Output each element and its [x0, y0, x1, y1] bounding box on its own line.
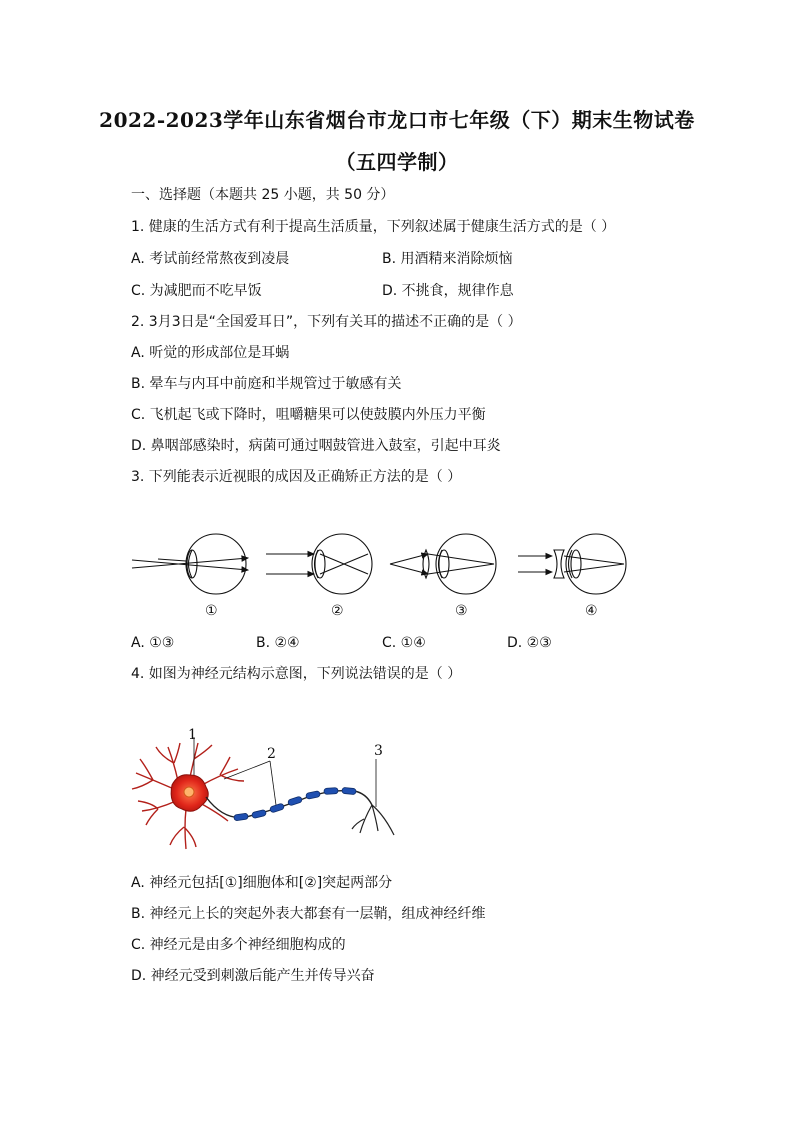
option-c: C. 神经元是由多个神经细胞构成的: [131, 937, 346, 953]
question-1-stem: 1. 健康的生活方式有利于提高生活质量，下列叙述属于健康生活方式的是（ ）: [131, 219, 616, 235]
option-b: B. 用酒精来消除烦恼: [382, 251, 513, 267]
eye-diagram-1: [132, 534, 248, 594]
eye-diagram-2: [266, 534, 372, 594]
axon-terminals: [352, 805, 394, 835]
option-a: A. ①③: [131, 635, 175, 651]
nucleus: [184, 787, 194, 797]
myelin-sheath: [234, 787, 357, 821]
exam-title: 2022-2023学年山东省烟台市龙口市七年级（下）期末生物试卷: [99, 108, 695, 132]
option-d: D. 鼻咽部感染时，病菌可通过咽鼓管进入鼓室，引起中耳炎: [131, 438, 501, 454]
option-c: C. 为减肥而不吃早饭: [131, 283, 262, 299]
neuron-label-2: 2: [267, 746, 276, 762]
eye-diagrams-figure: [128, 528, 638, 602]
exam-subtitle: （五四学制）: [335, 150, 459, 174]
option-d: D. 神经元受到刺激后能产生并传导兴奋: [131, 968, 375, 984]
question-2-stem: 2. 3月3日是“全国爱耳日”，下列有关耳的描述不正确的是（ ）: [131, 314, 522, 330]
eye-diagram-4: [518, 534, 626, 594]
question-3-stem: 3. 下列能表示近视眼的成因及正确矫正方法的是（ ）: [131, 469, 462, 485]
option-c: C. 飞机起飞或下降时，咀嚼糖果可以使鼓膜内外压力平衡: [131, 407, 486, 423]
eye-diagram-3: [390, 534, 496, 594]
option-c: C. ①④: [382, 635, 426, 651]
option-a: A. 考试前经常熬夜到凌晨: [131, 251, 290, 267]
figure-label-1: ①: [205, 603, 218, 619]
option-b: B. 晕车与内耳中前庭和半规管过于敏感有关: [131, 376, 402, 392]
section-heading: 一、选择题（本题共 25 小题，共 50 分）: [131, 187, 395, 203]
option-d: D. 不挑食，规律作息: [382, 283, 514, 299]
option-a: A. 神经元包括[①]细胞体和[②]突起两部分: [131, 875, 393, 891]
figure-label-4: ④: [585, 603, 598, 619]
option-b: B. ②④: [256, 635, 300, 651]
option-d: D. ②③: [507, 635, 552, 651]
figure-label-2: ②: [331, 603, 344, 619]
neuron-label-1: 1: [188, 727, 197, 743]
neuron-label-3: 3: [374, 743, 383, 759]
option-a: A. 听觉的形成部位是耳蜗: [131, 345, 290, 361]
question-4-stem: 4. 如图为神经元结构示意图，下列说法错误的是（ ）: [131, 666, 462, 682]
option-b: B. 神经元上长的突起外表大都套有一层鞘，组成神经纤维: [131, 906, 486, 922]
figure-label-3: ③: [455, 603, 468, 619]
